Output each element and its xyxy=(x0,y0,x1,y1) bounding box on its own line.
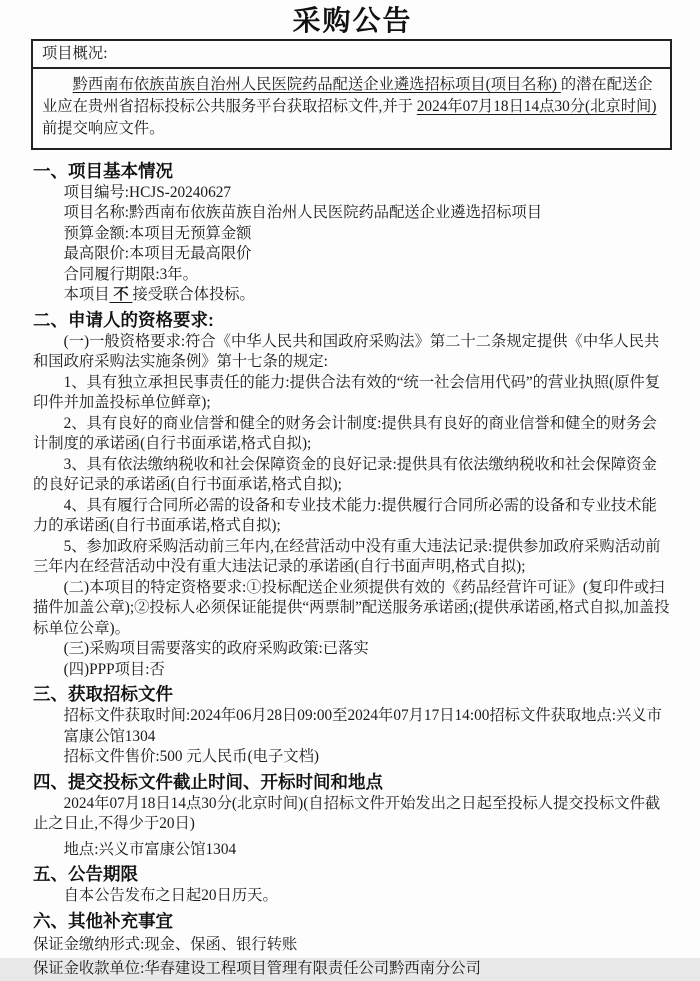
policy-line: (三)采购项目需要落实的政府采购政策:已落实 xyxy=(63,640,369,658)
section-2-heading: 二、申请人的资格要求: xyxy=(33,309,214,330)
section-6-heading: 六、其他补充事宜 xyxy=(33,910,173,931)
deposit-form-line: 保证金缴纳形式:现金、保函、银行转账 xyxy=(33,935,298,953)
qualification-item-2: 2、具有良好的商业信誉和健全的财务会计制度:提供具有良好的商业信誉和健全的财务会计制度的承诺函(自行书面承诺,格式自拟); xyxy=(33,414,657,453)
qualification-item-1: 1、具有独立承担民事责任的能力:提供合法有效的“统一社会信用代码”的营业执照(原件复印件并加盖投标单位鲜章); xyxy=(33,373,661,412)
qualification-specific: (二)本项目的特定资格要求:①投标配送企业须提供有效的《药品经营许可证》(复印件或扫描件加盖公章);②投标人必须保证能提供“两票制”配送服务承诺函;(提供承诺函,格式自拟,加盖投标单位公章)。 xyxy=(33,578,670,637)
project-name-line: 项目名称:黔西南布依族苗族自治州人民医院药品配送企业遴选招标项目 xyxy=(63,204,543,222)
qualification-item-5: 5、参加政府采购活动前三年内,在经营活动中没有重大违法记录:提供参加政府采购活动前三年内在经营活动中没有重大违法记录的承诺函(自行书面声明,格式自拟); xyxy=(33,537,661,576)
submission-deadline-line: 2024年07月18日14点30分(北京时间)(自招标文件开始发出之日起至投标人提交投标文件截止之日止,不得少于20日) xyxy=(33,794,661,833)
joint-bid-post: 接受联合体投标。 xyxy=(132,286,255,304)
overview-label: 项目概况: xyxy=(33,41,670,69)
deadline-underline: 2024年07月18日14点30分(北京时间) xyxy=(416,97,657,115)
deposit-payee-line: 保证金收款单位:华春建设工程项目管理有限责任公司黔西南分公司 xyxy=(33,959,481,977)
section-3-heading: 三、获取招标文件 xyxy=(33,684,173,705)
ppp-line: (四)PPP项目:否 xyxy=(63,660,165,678)
section-5-heading: 五、公告期限 xyxy=(33,864,138,885)
section-4-heading: 四、提交投标文件截止时间、开标时间和地点 xyxy=(33,771,383,792)
contract-term-line: 合同履行期限:3年。 xyxy=(63,265,198,283)
overview-text-end: 前提交响应文件。 xyxy=(42,119,165,137)
qualification-item-4: 4、具有履行合同所必需的设备和专业技术能力:提供履行合同所必需的设备和专业技术能力的承诺函(自行书面承诺,格式自拟); xyxy=(33,496,657,535)
announcement-period-line: 自本公告发布之日起20日历天。 xyxy=(63,887,278,905)
overview-paragraph xyxy=(33,69,670,148)
doc-obtain-time-line: 招标文件获取时间:2024年06月28日09:00至2024年07月17日14:00招标文件获取地点:兴义市富康公馆1304 xyxy=(63,707,662,745)
project-overview-box xyxy=(31,39,672,150)
project-name-underline: 黔西南布依族苗族自治州人民医院药品配送企业遴选招标项目(项目名称) xyxy=(72,75,561,93)
joint-bid-pre: 本项目 xyxy=(63,286,110,304)
price-limit-line: 最高限价:本项目无最高限价 xyxy=(63,245,252,263)
qualification-general: (一)一般资格要求:符合《中华人民共和国政府采购法》第二十二条规定提供《中华人民共和国政府采购法实施条例》第十七条的规定: xyxy=(33,332,660,371)
overview-text-mid: 的潜在配送企业应在贵州省招标投标公共服务平台获取招标文件,并于 xyxy=(42,75,653,115)
qualification-item-3: 3、具有依法缴纳税收和社会保障资金的良好记录:提供具有依法缴纳税收和社会保障资金的良好记录的承诺函(自行书面承诺,格式自拟); xyxy=(33,455,657,494)
page-title: 采购公告 xyxy=(292,5,413,36)
section-1-heading: 一、项目基本情况 xyxy=(33,160,173,181)
opening-location-line: 地点:兴义市富康公馆1304 xyxy=(63,840,237,858)
project-number-line: 项目编号:HCJS-20240627 xyxy=(63,183,232,201)
budget-line: 预算金额:本项目无预算金额 xyxy=(63,224,252,242)
doc-price-line: 招标文件售价:500 元人民币(电子文档) xyxy=(63,748,319,766)
joint-bid-no: 不 xyxy=(109,286,133,304)
joint-bid-line xyxy=(33,285,672,306)
